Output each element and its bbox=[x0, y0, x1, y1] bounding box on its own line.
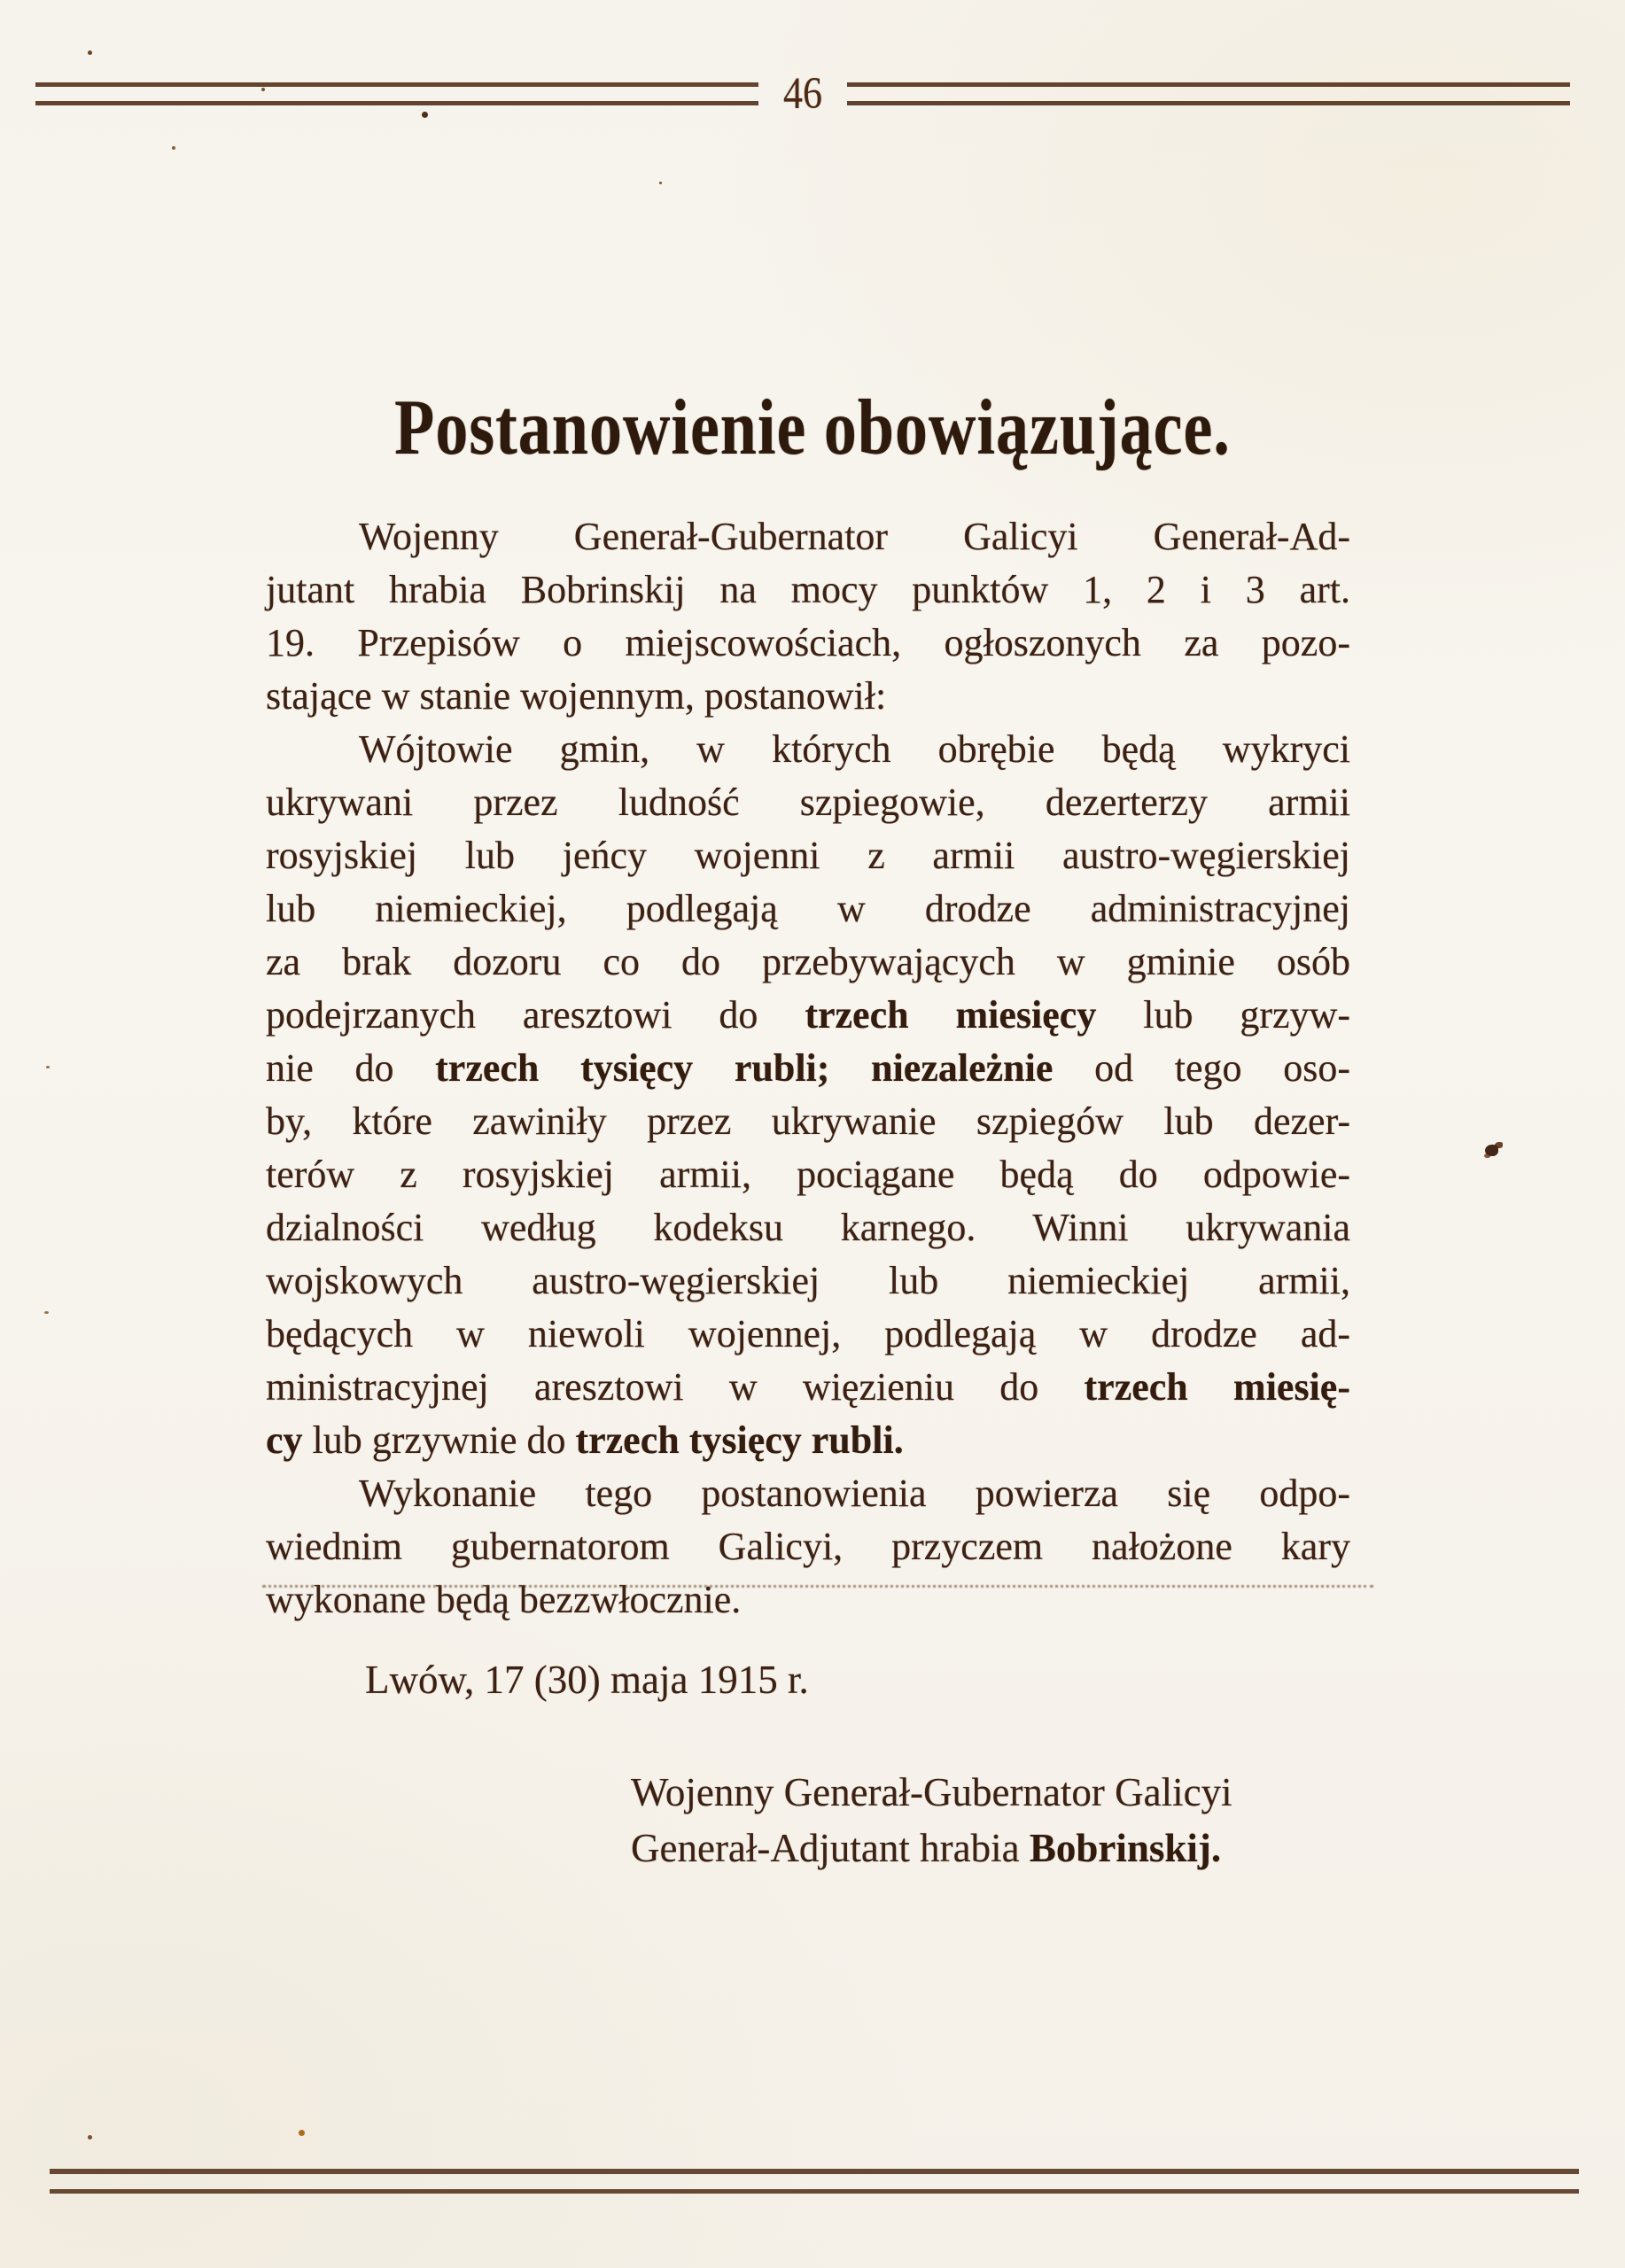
text-line bbox=[266, 936, 1350, 989]
dateline: Lwów, 17 (30) maja 1915 r. bbox=[365, 1658, 809, 1702]
bold-text-segment: trzech miesięcy bbox=[805, 993, 1097, 1037]
text-segment: rosyjskiej lub jeńcy wojenni z armii austro-węgierskiej bbox=[266, 834, 1350, 877]
text-segment: nie do bbox=[266, 1046, 436, 1090]
text-line bbox=[266, 1414, 1350, 1467]
text-line bbox=[266, 1095, 1350, 1148]
bold-text-segment: trzech tysięcy rubli. bbox=[575, 1418, 904, 1462]
text-segment: od tego oso- bbox=[1053, 1046, 1350, 1090]
text-segment: wykonane będą bezzwłocznie. bbox=[266, 1578, 742, 1621]
page-number: 46 bbox=[783, 68, 822, 119]
text-line bbox=[266, 776, 1350, 829]
text-segment: ukrywani przez ludność szpiegowie, dezerterzy armii bbox=[266, 781, 1350, 824]
text-segment: stające w stanie wojennym, postanowił: bbox=[266, 674, 887, 718]
ink-speck bbox=[172, 146, 175, 150]
text-segment: terów z rosyjskiej armii, pociągane będą do odpowie- bbox=[266, 1153, 1350, 1196]
text-segment: by, które zawiniły przez ukrywanie szpiegów lub dezer- bbox=[266, 1099, 1350, 1143]
document-title: Postanowienie obowiązujące. bbox=[394, 384, 1231, 472]
text-line bbox=[266, 989, 1350, 1042]
text-segment: podejrzanych aresztowi do bbox=[266, 993, 805, 1037]
text-segment: lub niemieckiej, podlegają w drodze administracyjnej bbox=[266, 887, 1350, 930]
bold-text-segment: trzech miesię- bbox=[1084, 1365, 1350, 1409]
text-line bbox=[266, 1573, 1350, 1627]
text-segment: będących w niewoli wojennej, podlegają w drodze ad- bbox=[266, 1312, 1350, 1355]
signature-name: Bobrinskij. bbox=[1029, 1826, 1222, 1870]
text-segment: ministracyjnej aresztowi w więzieniu do bbox=[266, 1365, 1085, 1409]
text-segment: wojskowych austro-węgierskiej lub niemieckiej armii, bbox=[266, 1259, 1350, 1302]
text-line bbox=[266, 1201, 1350, 1254]
bold-text-segment: cy bbox=[266, 1418, 303, 1462]
scan-smudge-line bbox=[262, 1585, 1373, 1588]
text-segment: za brak dozoru co do przebywających w gminie osób bbox=[266, 940, 1350, 983]
ink-speck bbox=[88, 50, 92, 55]
header-rule-right bbox=[847, 82, 1570, 105]
header-rule-left bbox=[35, 82, 758, 105]
ink-speck bbox=[422, 112, 428, 118]
signature-line-2 bbox=[631, 1821, 1232, 1876]
text-line bbox=[266, 1520, 1350, 1573]
text-line bbox=[266, 1467, 1350, 1520]
text-segment: lub grzywnie do bbox=[302, 1418, 576, 1462]
text-line bbox=[266, 617, 1350, 670]
ink-speck bbox=[299, 2130, 305, 2136]
text-segment: dzialności według kodeksu karnego. Winni ukrywania bbox=[266, 1206, 1350, 1249]
text-line bbox=[266, 510, 1350, 563]
text-segment: jutant hrabia Bobrinskij na mocy punktów 1, 2 i 3 art. bbox=[266, 568, 1350, 611]
text-segment: Wojenny Generał-Gubernator Galicyi Generał-Ad- bbox=[359, 515, 1350, 558]
text-line bbox=[266, 1148, 1350, 1201]
text-segment: lub grzyw- bbox=[1096, 993, 1350, 1037]
ink-speck bbox=[88, 2135, 92, 2140]
text-line bbox=[266, 829, 1350, 882]
ink-blot bbox=[1485, 1145, 1498, 1156]
text-line bbox=[266, 1361, 1350, 1414]
text-segment: 19. Przepisów o miejscowościach, ogłoszonych za pozo- bbox=[266, 621, 1350, 664]
signature-line-2-text: Generał-Adjutant hrabia bbox=[631, 1826, 1030, 1870]
signature-block bbox=[631, 1765, 1232, 1876]
text-line bbox=[266, 670, 1350, 723]
signature-line-1: Wojenny Generał-Gubernator Galicyi bbox=[631, 1770, 1232, 1814]
bold-text-segment: trzech tysięcy rubli; niezależnie bbox=[435, 1046, 1054, 1090]
document-body bbox=[266, 510, 1350, 1627]
text-line bbox=[266, 1042, 1350, 1095]
text-segment: Wykonanie tego postanowienia powierza się odpo- bbox=[359, 1472, 1350, 1515]
ink-speck bbox=[261, 88, 265, 91]
top-header-rule bbox=[35, 68, 1570, 119]
text-segment: wiednim gubernatorom Galicyi, przyczem nałożone kary bbox=[266, 1525, 1350, 1568]
text-line bbox=[266, 882, 1350, 936]
text-line bbox=[266, 563, 1350, 617]
text-line bbox=[266, 1254, 1350, 1308]
ink-speck bbox=[659, 182, 662, 184]
text-line bbox=[266, 723, 1350, 776]
ink-speck bbox=[46, 1066, 50, 1068]
bottom-footer-rule bbox=[50, 2169, 1579, 2194]
text-line bbox=[266, 1308, 1350, 1361]
ink-speck bbox=[44, 1311, 49, 1314]
text-segment: Wójtowie gmin, w których obrębie będą wykryci bbox=[359, 727, 1350, 771]
